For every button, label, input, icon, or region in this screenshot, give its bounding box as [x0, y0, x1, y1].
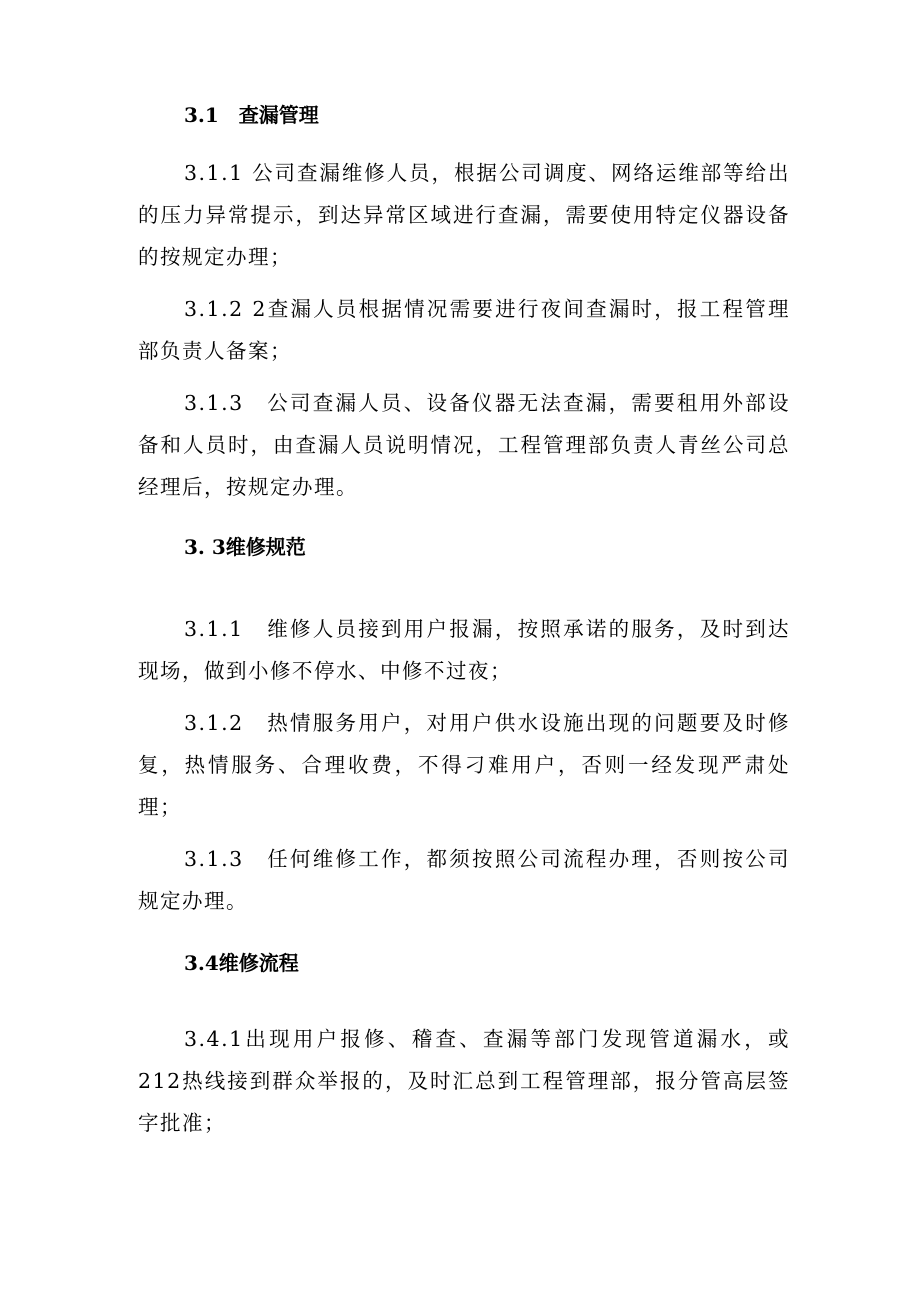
paragraph-3-1-1-repair: 3.1.1 维修人员接到用户报漏，按照承诺的服务，及时到达现场，做到小修不停水、中修不过夜； — [138, 617, 790, 683]
paragraph-3-1-2-repair: 3.1.2 热情服务用户，对用户供水设施出现的问题要及时修复，热情服务、合理收费，不得刁难用户，否则一经发现严肃处理； — [138, 711, 790, 819]
paragraph-3-1-3-leak: 3.1.3 公司查漏人员、设备仪器无法查漏，需要租用外部设备和人员时，由查漏人员说明情况，工程管理部负责人青丝公司总经理后，按规定办理。 — [138, 391, 790, 499]
paragraph-3-4-1-process: 3.4.1出现用户报修、稽查、查漏等部门发现管道漏水，或212热线接到群众举报的，及时汇总到工程管理部，报分管高层签字批准； — [138, 1027, 790, 1135]
paragraph-3-1-2-leak: 3.1.2 2查漏人员根据情况需要进行夜间查漏时，报工程管理部负责人备案； — [138, 297, 790, 363]
paragraph-3-1-3-repair: 3.1.3 任何维修工作，都须按照公司流程办理，否则按公司规定办理。 — [138, 847, 790, 913]
section-heading-leak-detection: 3.1 查漏管理 — [184, 103, 319, 127]
section-heading-repair-standards: 3. 3维修规范 — [184, 535, 306, 559]
document-page — [138, 92, 790, 1144]
paragraph-3-1-1-leak: 3.1.1 公司查漏维修人员，根据公司调度、网络运维部等给出的压力异常提示，到达异常区域进行查漏，需要使用特定仪器设备的按规定办理； — [138, 161, 790, 269]
section-heading-repair-process: 3.4维修流程 — [184, 951, 299, 975]
